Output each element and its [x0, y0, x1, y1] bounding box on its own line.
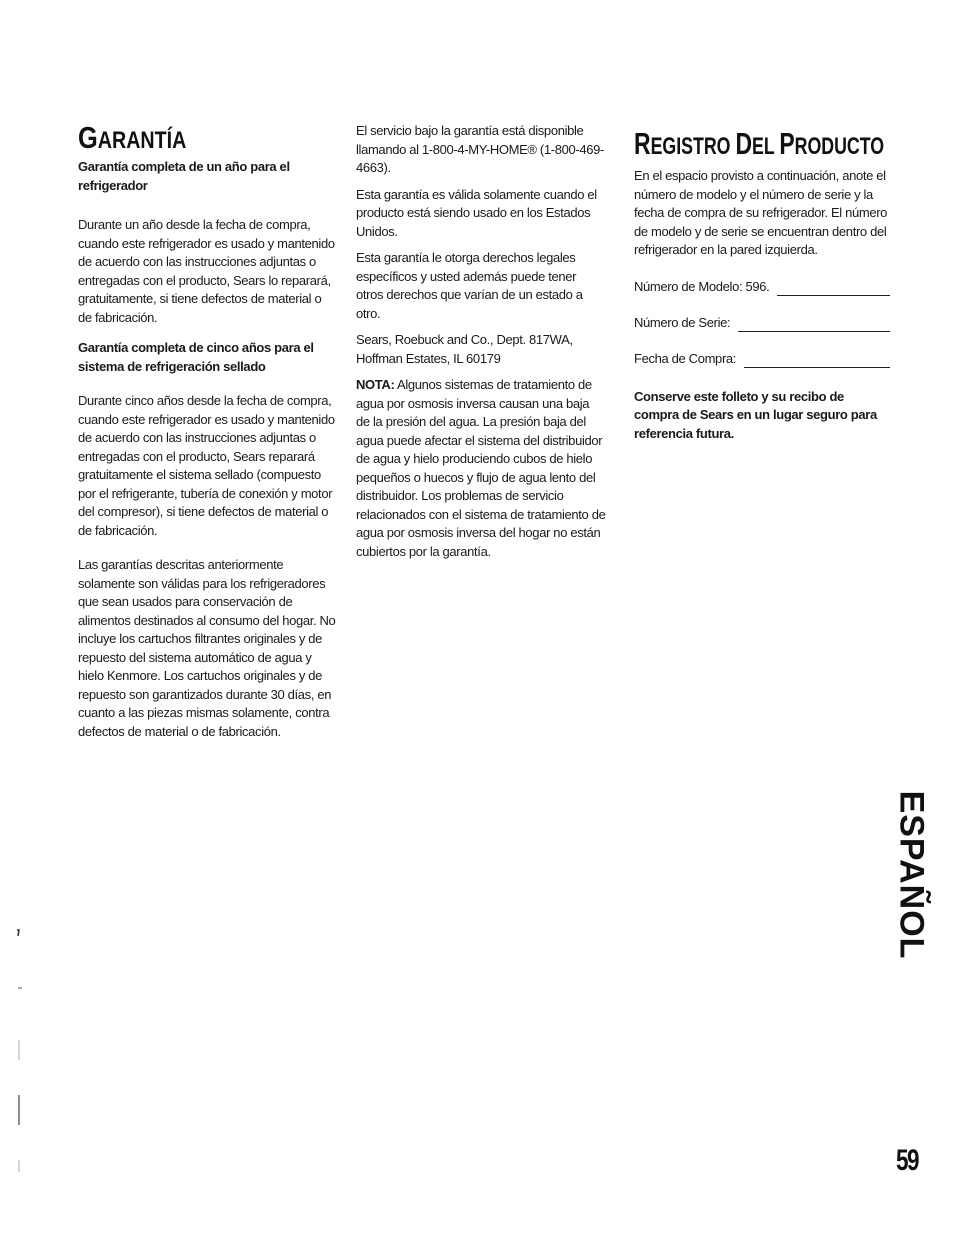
- registro-column: [634, 167, 890, 443]
- registro-title: REGISTRO DEL PRODUCTO: [634, 126, 885, 161]
- field-serie-line[interactable]: [738, 321, 890, 332]
- scan-marks: [0, 0, 40, 1235]
- nota-paragraph: [356, 376, 606, 561]
- garantia-title: GARANTÍA: [78, 120, 187, 155]
- subheading-un-ano: Garantía completa de un año para el refrigerador: [78, 159, 290, 193]
- nota-label: NOTA:: [356, 377, 395, 392]
- paragraph-servicio: El servicio bajo la garantía está disponible llamando al 1-800-4-MY-HOME® (1-800-469-4663).: [356, 123, 604, 175]
- paragraph-limitaciones: Las garantías descritas anteriormente solamente son válidas para los refrigeradores que sean usados para conservación de alimentos destinados al consumo del hogar. No incluye los cartuchos filtrantes originales y de repuesto del sistema automático de agua y hielo Kenmore. Los cartuchos originales y de repuesto son garantizados durante 30 días, en cuanto a las piezas mismas solamente, contra defectos de material o de fabricación.: [78, 557, 336, 739]
- address-line-1: Sears, Roebuck and Co., Dept. 817WA,: [356, 332, 573, 347]
- address-line-2: Hoffman Estates, IL 60179: [356, 350, 501, 366]
- page-number: 59: [896, 1144, 919, 1177]
- paragraph-un-ano: Durante un año desde la fecha de compra, cuando este refrigerador es usado y mantenido de acuerdo con las instrucciones adjuntas o entregadas con el producto, Sears lo reparará, gratuitamente, si tiene defectos de material o de fabricación.: [78, 217, 335, 325]
- field-serie-label: Número de Serie:: [634, 314, 731, 330]
- field-numero-modelo: [634, 278, 890, 296]
- servicio-column: [356, 122, 606, 561]
- subheading-cinco-anos: Garantía completa de cinco años para el sistema de refrigeración sellado: [78, 340, 314, 374]
- field-fecha-label: Fecha de Compra:: [634, 350, 737, 366]
- field-fecha-compra: [634, 350, 890, 368]
- field-modelo-line[interactable]: [777, 285, 890, 296]
- field-numero-serie: [634, 314, 890, 332]
- paragraph-cinco-anos: Durante cinco años desde la fecha de compra, cuando este refrigerador es usado y mantenido de acuerdo con las instrucciones adjuntas o entregadas con el producto, Sears reparará gratuitamente el sistema sellado (compuesto por el refrigerante, tubería de conexión y motor del compresor), si tiene defectos de material o de fabricación.: [78, 393, 335, 538]
- field-fecha-line[interactable]: [744, 357, 890, 368]
- side-label-espanol: ESPAÑOL: [892, 790, 931, 960]
- paragraph-derechos: Esta garantía le otorga derechos legales específicos y usted además puede tener otros derechos que varían de un estado a otro.: [356, 250, 583, 321]
- registro-intro: En el espacio provisto a continuación, anote el número de modelo y el número de serie y la fecha de compra de su refrigerador. El número de modelo y de serie se encuentran dentro del refrigerador en la pared izquierda.: [634, 168, 888, 257]
- field-modelo-label: Número de Modelo: 596.: [634, 278, 770, 294]
- address-block: [356, 331, 606, 368]
- nota-text: Algunos sistemas de tratamiento de agua por osmosis inversa causan una baja de la presión del agua. La presión baja del agua puede afectar el sistema del distribuidor de agua y hielo produciendo cubos de hielo pequeños o huecos y flujo de agua lento del distribuidor. Los problemas de servicio relacionados con el sistema de tratamiento de agua por osmosis inversa del hogar no están cubiertos por la garantía.: [356, 377, 606, 559]
- paragraph-estados-unidos: Esta garantía es válida solamente cuando el producto está siendo usado en los Estados Unidos.: [356, 186, 597, 239]
- conserve-note: Conserve este folleto y su recibo de compra de Sears en un lugar seguro para referencia futura.: [634, 388, 877, 441]
- garantia-column: [78, 158, 336, 741]
